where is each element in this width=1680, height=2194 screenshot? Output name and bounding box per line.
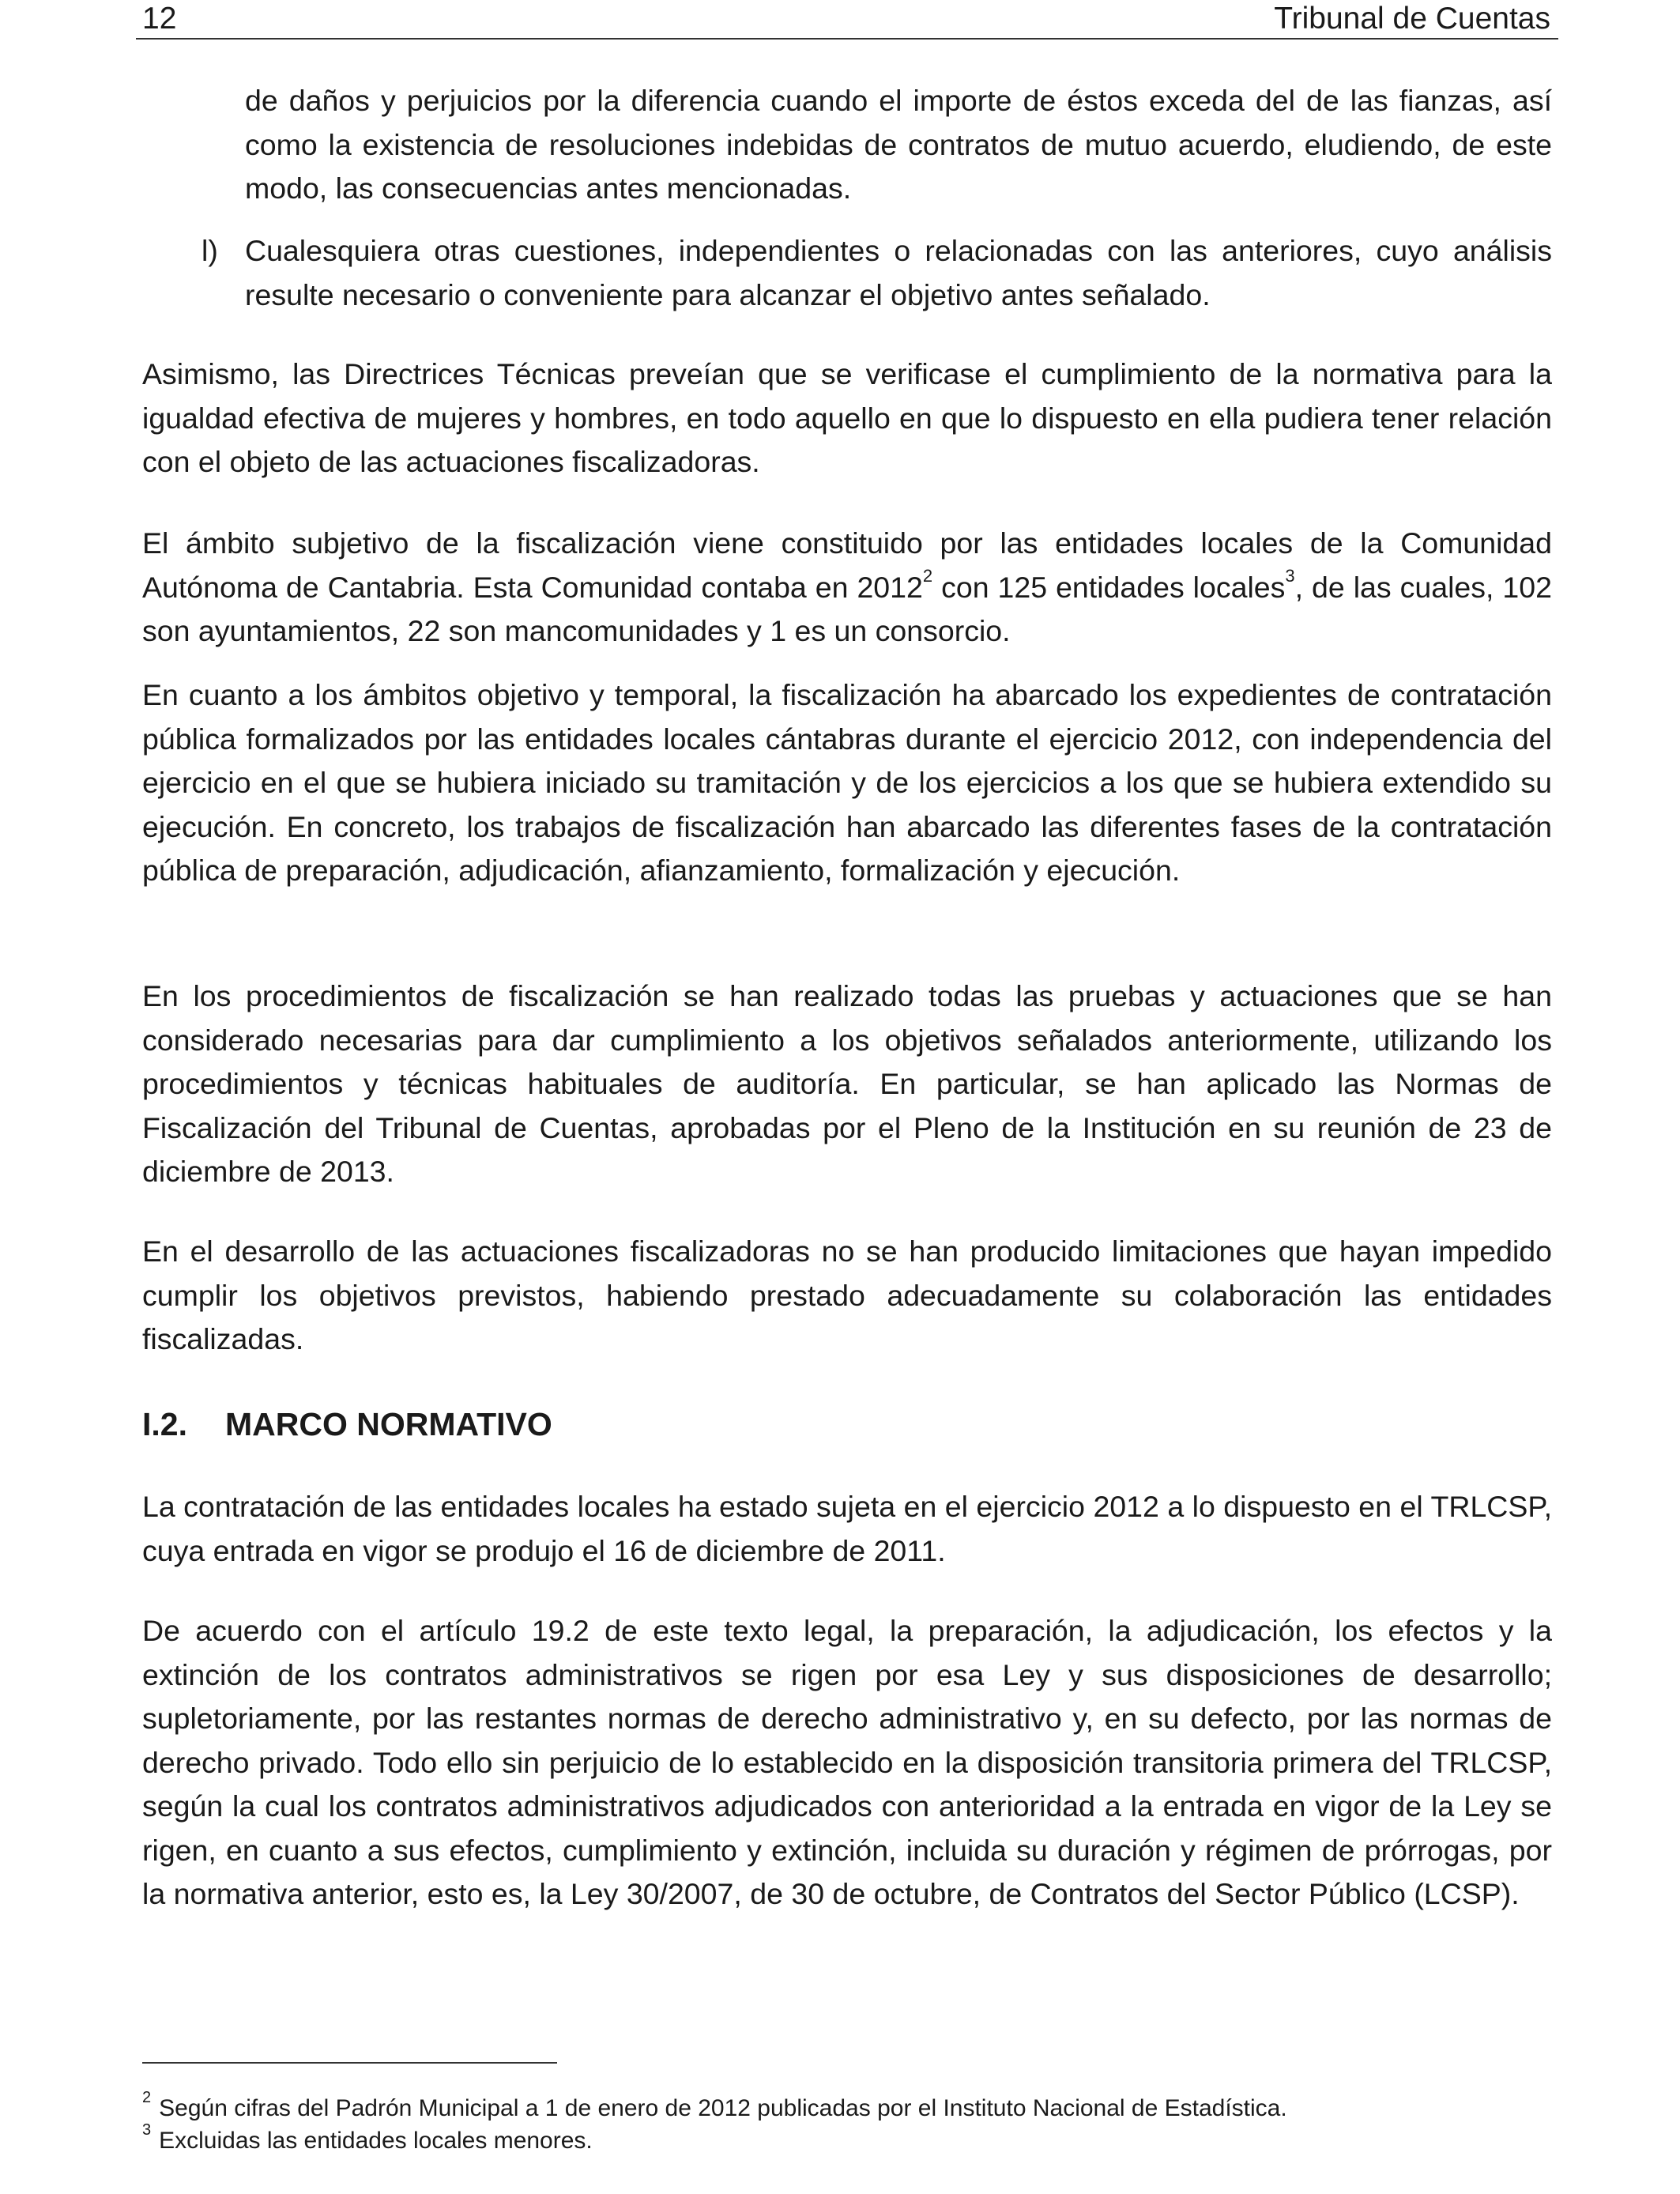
section-number: I.2. [142, 1406, 187, 1442]
ambito-subjetivo-part1: El ámbito subjetivo de la fiscalización viene constituido por las entidades locales de la Comunidad Autónoma de Cantabria. Esta Comunidad contaba en 2012 [142, 526, 1552, 604]
paragraph-articulo: De acuerdo con el artículo 19.2 de este texto legal, la preparación, la adjudicación, los efectos y la extinción de los contratos administrativos se rigen por esa Ley y sus disposiciones de desarrollo; supletoriamente, por las restantes normas de derecho administrativo y, en su defecto, por las normas de derecho privado. Todo ello sin perjuicio de lo establecido en la disposición transitoria primera del TRLCSP, según la cual los contratos administrativos adjudicados con anterioridad a la entrada en vigor de la Ley se rigen, en cuanto a sus efectos, cumplimiento y extinción, incluida su duración y régimen de prórrogas, por la normativa anterior, esto es, la Ley 30/2007, de 30 de octubre, de Contratos del Sector Público (LCSP). [142, 1614, 1552, 1910]
footnote-text: Excluidas las entidades locales menores. [159, 2128, 593, 2154]
footnote-ref-2: 2 [922, 566, 933, 586]
footnote-mark: 2 [142, 2089, 152, 2106]
ambito-subjetivo-part2: con 125 entidades locales [932, 570, 1286, 604]
section-title: MARCO NORMATIVO [225, 1406, 552, 1442]
page-header [136, 0, 1558, 40]
footnote-text: Según cifras del Padrón Municipal a 1 de enero de 2012 publicadas por el Instituto Nacional de Estadística. [159, 2095, 1287, 2121]
paragraph-desarrollo: En el desarrollo de las actuaciones fiscalizadoras no se han producido limitaciones que hayan impedido cumplir los objetivos previstos, habiendo prestado adecuadamente su colaboración las entidades fiscalizadas. [142, 1235, 1552, 1355]
list-item-l: Cualesquiera otras cuestiones, independientes o relacionadas con las anteriores, cuyo análisis resulte necesario o conveniente para alcanzar el objetivo antes señalado. [245, 234, 1552, 311]
footnote-separator [142, 2062, 557, 2064]
paragraph-procedimientos: En los procedimientos de fiscalización se han realizado todas las pruebas y actuaciones que se han considerado necesarias para dar cumplimiento a los objetivos señalados anteriormente, utilizando los procedimientos y técnicas habituales de auditoría. En particular, se han aplicado las Normas de Fiscalización del Tribunal de Cuentas, aprobadas por el Pleno de la Institución en su reunión de 23 de diciembre de 2013. [142, 979, 1552, 1188]
ambito-subjetivo-part3: , de las cuales, 102 son ayuntamientos, 22 son mancomunidades y 1 es un consorcio. [142, 570, 1552, 647]
footnote-ref-3: 3 [1285, 566, 1295, 586]
list-item-label: l) [202, 234, 218, 267]
paragraph-asimismo: Asimismo, las Directrices Técnicas preveían que se verificase el cumplimiento de la normativa para la igualdad efectiva de mujeres y hombres, en todo aquello en que lo dispuesto en ella pudiera tener relación con el objeto de las actuaciones fiscalizadoras. [142, 357, 1552, 478]
paragraph-contratacion: La contratación de las entidades locales ha estado sujeta en el ejercicio 2012 a lo dispuesto en el TRLCSP, cuya entrada en vigor se produjo el 16 de diciembre de 2011. [142, 1490, 1552, 1567]
footnote-3 [142, 2121, 593, 2158]
section-heading [142, 1400, 552, 1448]
footnote-2 [142, 2089, 1287, 2125]
page-number: 12 [142, 2, 177, 36]
paragraph-ambitos-objetivo: En cuanto a los ámbitos objetivo y temporal, la fiscalización ha abarcado los expedientes de contratación pública formalizados por las entidades locales cántabras durante el ejercicio 2012, con independencia del ejercicio en el que se hubiera iniciado su tramitación y de los ejercicios a los que se hubiera extendido su ejecución. En concreto, los trabajos de fiscalización han abarcado las diferentes fases de la contratación pública de preparación, adjudicación, afianzamiento, formalización y ejecución. [142, 678, 1552, 887]
running-title: Tribunal de Cuentas [1274, 2, 1550, 36]
list-item-continuation: de daños y perjuicios por la diferencia cuando el importe de éstos exceda del de las fianzas, así como la existencia de resoluciones indebidas de contratos de mutuo acuerdo, eludiendo, de este modo, las consecuencias antes mencionadas. [245, 84, 1552, 205]
footnote-mark: 3 [142, 2121, 152, 2139]
paragraph-ambito-subjetivo [142, 522, 1552, 654]
